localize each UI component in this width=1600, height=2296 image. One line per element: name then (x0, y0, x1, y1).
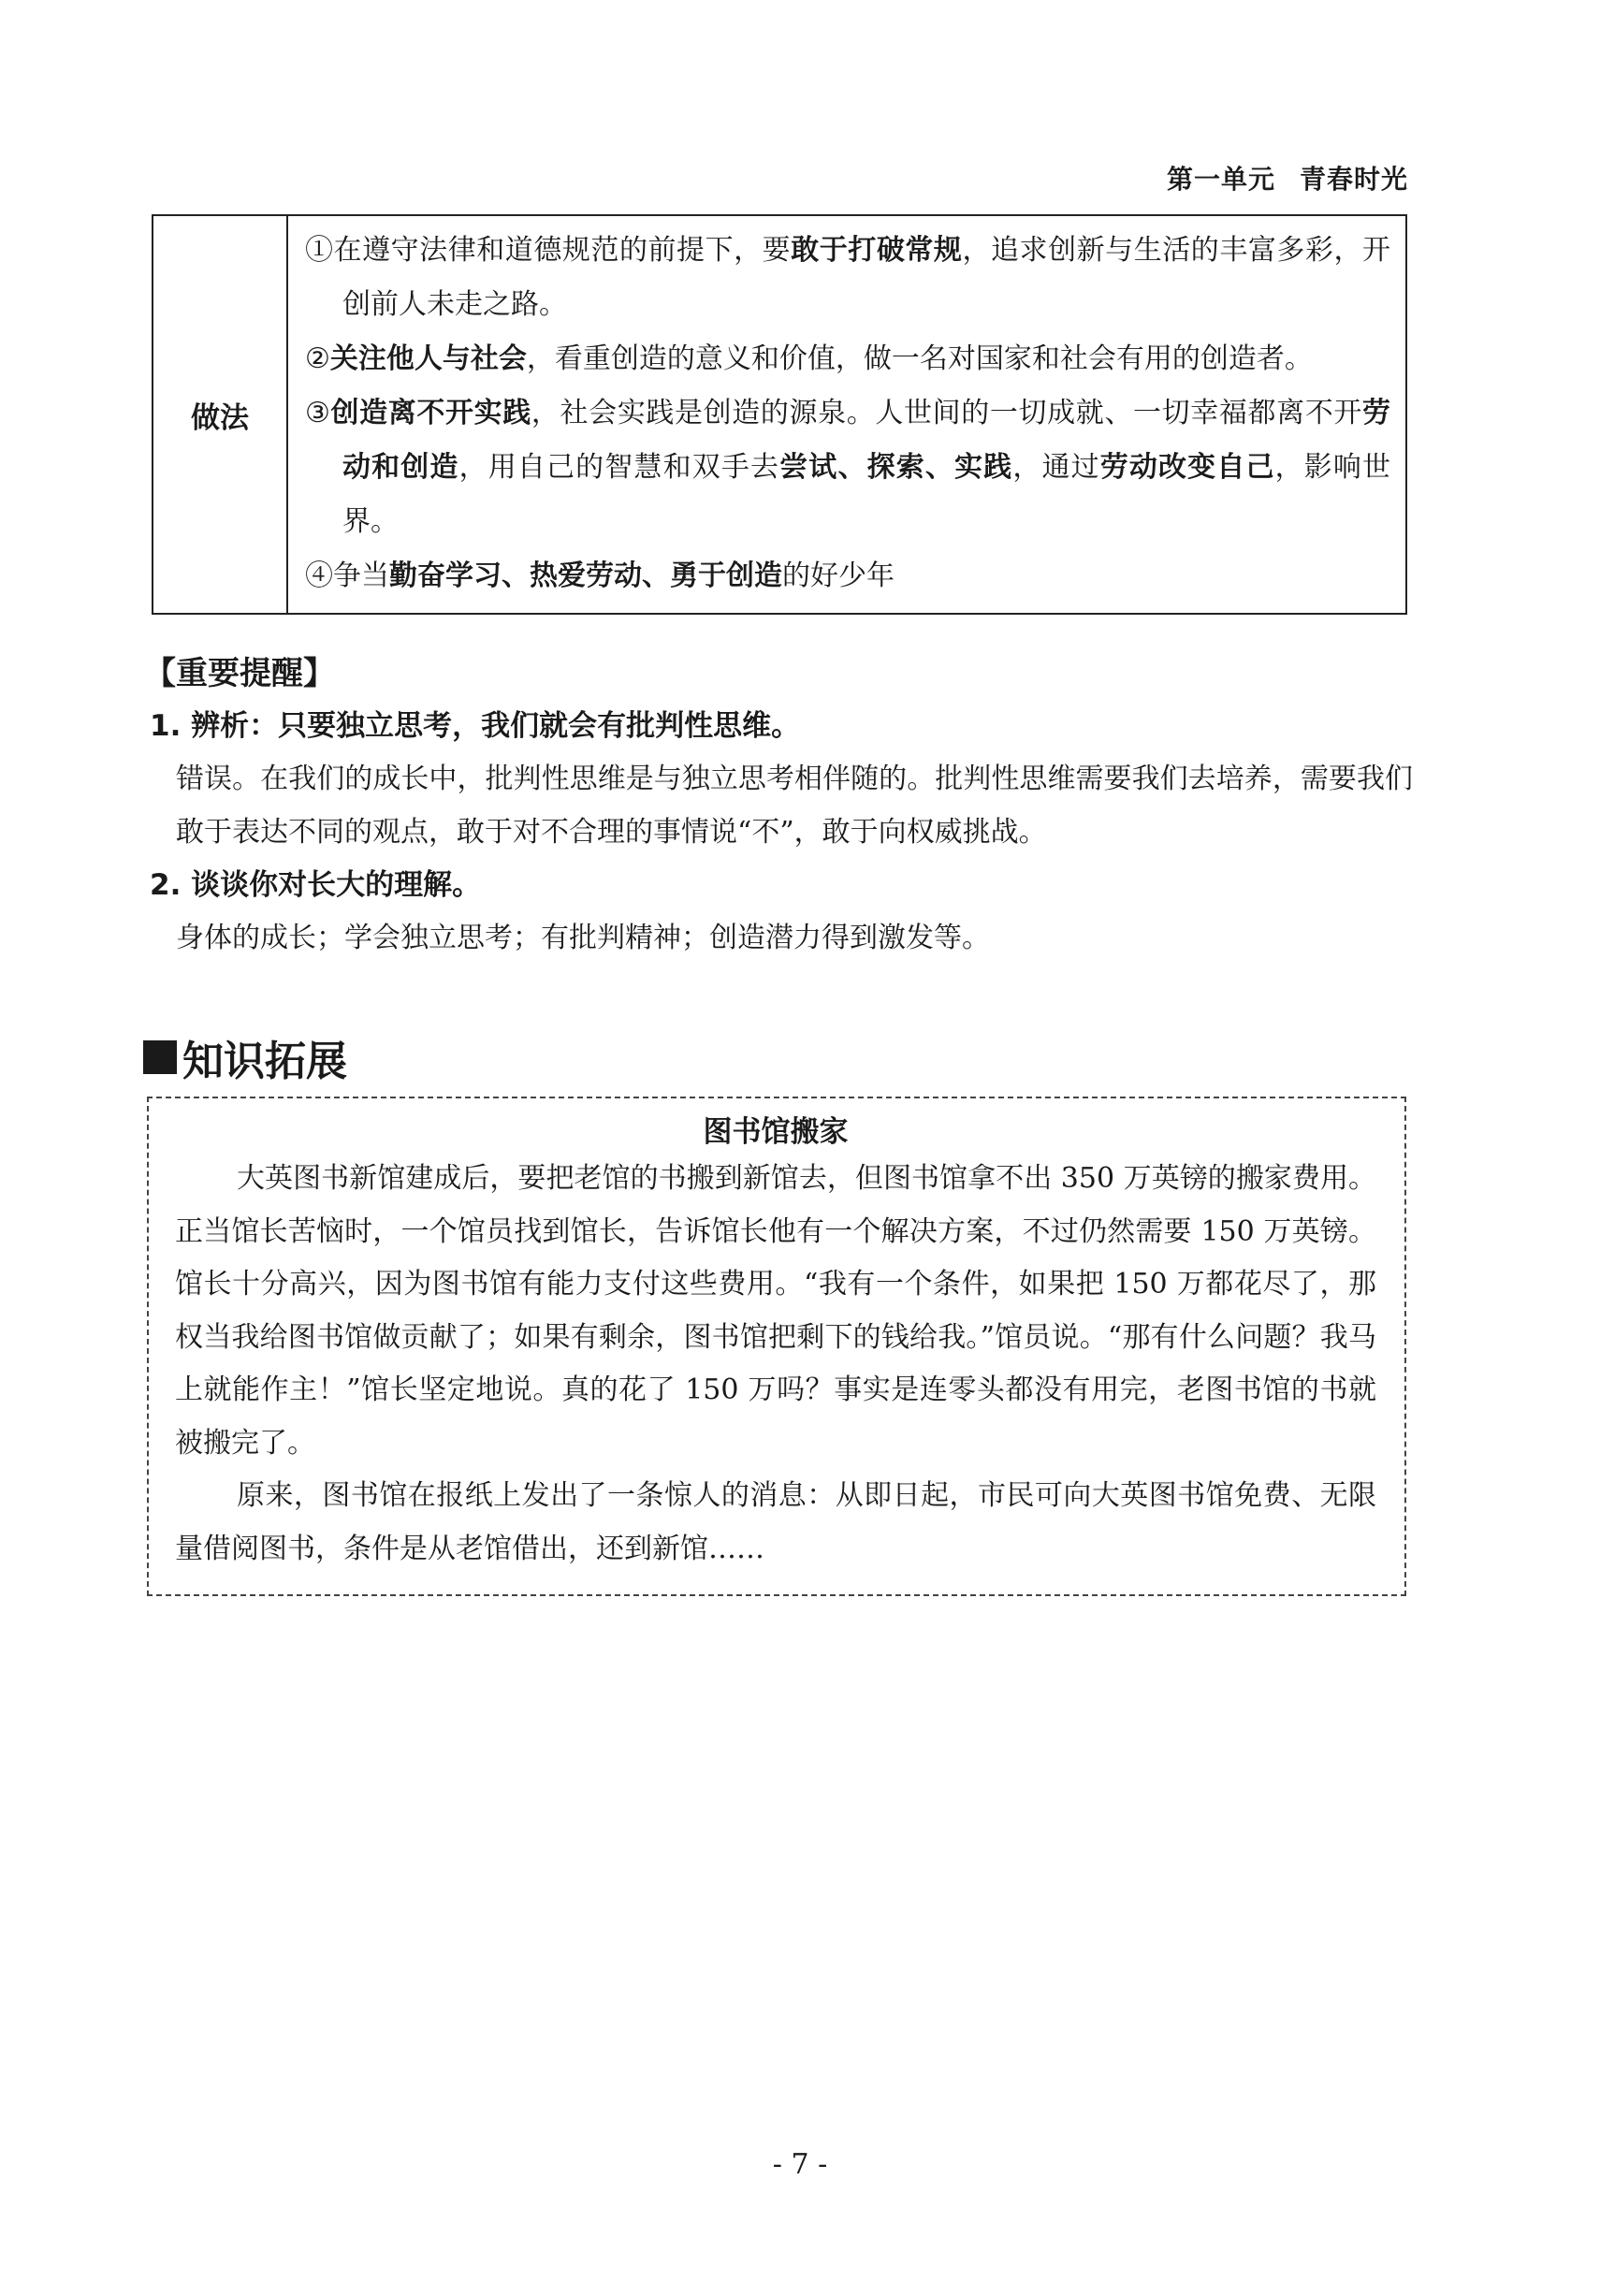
story-box (147, 1097, 1406, 1596)
unit-label: 第一单元 (1166, 164, 1275, 195)
section-title-text: 知识拓展 (182, 1038, 347, 1085)
method-item-2: ②关注他人与社会，看重创造的意义和价值，做一名对国家和社会有用的创造者。 (305, 342, 1313, 375)
page-number: - 7 - (772, 2148, 828, 2181)
method-item-3: ③创造离不开实践，社会实践是创造的源泉。人世间的一切成就、一切幸福都离不开劳动和创造，用自己的智慧和双手去尝试、探索、实践，通过劳动改变自己，影响世界。 (305, 397, 1391, 538)
method-table (152, 214, 1407, 615)
tips-title: 【重要提醒】 (144, 655, 335, 692)
story-title: 图书馆搬家 (703, 1115, 849, 1149)
story-paragraph-2: 原来，图书馆在报纸上发出了一条惊人的消息：从即日起，市民可向大英图书馆免费、无限量借阅图书，条件是从老馆借出，还到新馆…… (175, 1479, 1376, 1565)
tip-question-2: 2. 谈谈你对长大的理解。 (150, 868, 482, 902)
black-square-icon (143, 1040, 177, 1074)
method-item-4: ④争当勤奋学习、热爱劳动、勇于创造的好少年 (305, 559, 895, 592)
tip-answer-1: 错误。在我们的成长中，批判性思维是与独立思考相伴随的。批判性思维需要我们去培养，需要我们敢于表达不同的观点，敢于对不合理的事情说“不”，敢于向权威挑战。 (176, 763, 1413, 849)
section-title (143, 1027, 347, 1087)
tip-answer-2: 身体的成长；学会独立思考；有批判精神；创造潜力得到激发等。 (176, 922, 990, 954)
method-label: 做法 (153, 216, 288, 613)
story-paragraph-1: 大英图书新馆建成后，要把老馆的书搬到新馆去，但图书馆拿不出 350 万英镑的搬家费用。正当馆长苦恼时，一个馆员找到馆长，告诉馆长他有一个解决方案，不过仍然需要 150 万英镑。馆长十分高兴，因为图书馆有能力支付这些费用。“我有一个条件，如果把 150 万都花尽了，那权当我给图书馆做贡献了；如果有剩余，图书馆把剩下的钱给我。”馆员说。“那有什么问题？我马上就能作主！”馆长坚定地说。真的花了 150 万吗？事实是连零头都没有用完，老图书馆的书就被搬完了。 (175, 1162, 1376, 1460)
method-content (288, 216, 1405, 613)
method-item-1: ①在遵守法律和道德规范的前提下，要敢于打破常规，追求创新与生活的丰富多彩，开创前人未走之路。 (305, 234, 1391, 321)
important-tips (144, 647, 1413, 965)
unit-title: 青春时光 (1299, 164, 1408, 195)
tip-question-1: 1. 辨析：只要独立思考，我们就会有批判性思维。 (150, 709, 801, 743)
page-header (1167, 159, 1408, 196)
